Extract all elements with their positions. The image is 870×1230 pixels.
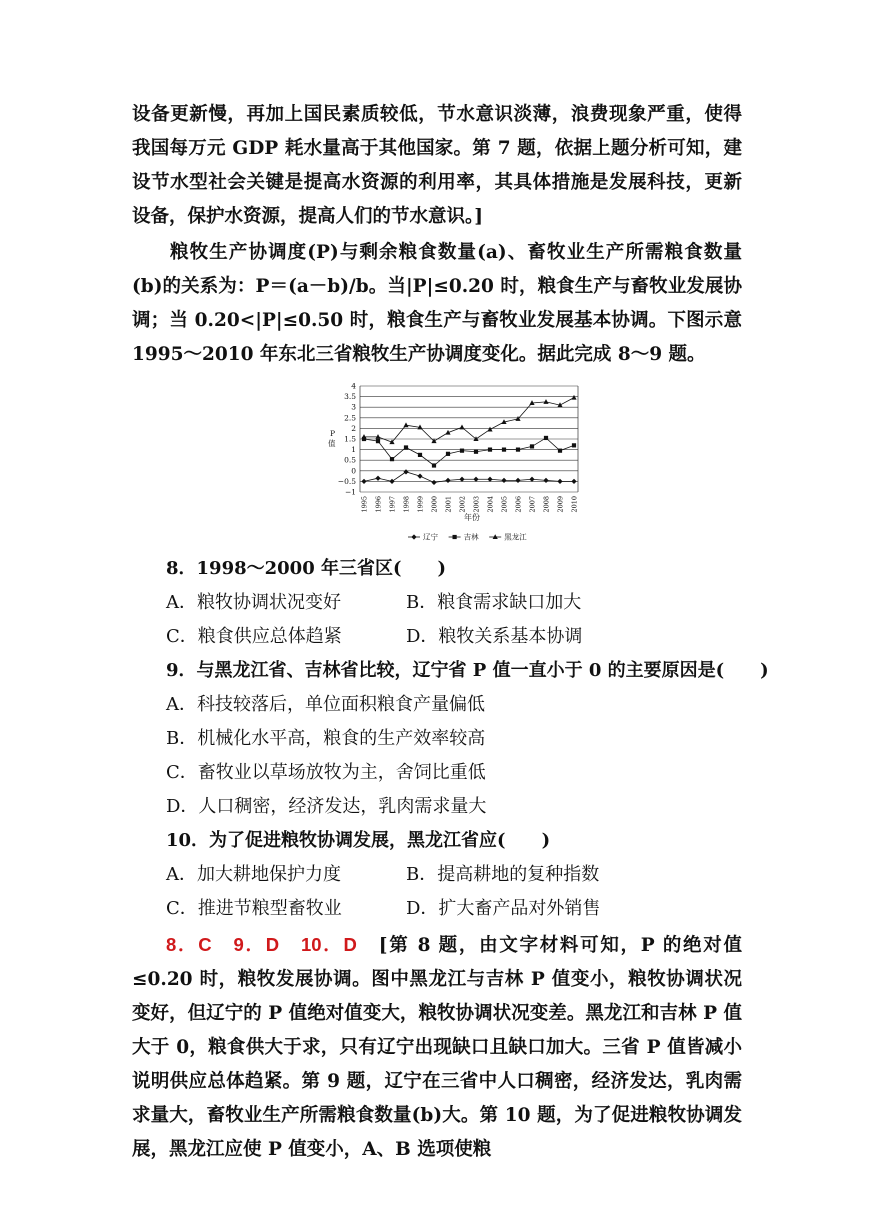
y-tick-label: 4 bbox=[351, 381, 356, 391]
data-point bbox=[376, 439, 380, 443]
data-point bbox=[501, 478, 506, 483]
data-point bbox=[459, 425, 464, 430]
data-point bbox=[389, 479, 394, 484]
y-tick-label: −0.5 bbox=[337, 476, 356, 486]
legend-label: 吉林 bbox=[463, 532, 479, 542]
question-stem-paragraph: 粮牧生产协调度(P)与剩余粮食数量(a)、畜牧业生产所需粮食数量(b)的关系为：P＝(a－b)/b。当|P|≤0.20 时，粮食生产与畜牧业发展协调；当 0.20<|P|≤0.50 时，粮食生产与畜牧业发展基本协调。下图示意 1995～2010 年东北三省粮牧生产协调度变化。据此完成 8～9 题。 bbox=[132, 242, 742, 365]
q10-option-d[interactable]: D．扩大畜产品对外销售 bbox=[406, 898, 601, 919]
series-line bbox=[364, 472, 574, 483]
data-point bbox=[473, 436, 478, 441]
x-tick-label: 1998 bbox=[402, 496, 411, 513]
chart-legend bbox=[408, 532, 527, 542]
x-tick-label: 1995 bbox=[360, 496, 369, 513]
x-tick-label: 2008 bbox=[542, 496, 551, 513]
data-point bbox=[544, 436, 548, 440]
q9-option-a[interactable]: A．科技较落后，单位面积粮食产量偏低 bbox=[166, 694, 485, 715]
x-tick-label: 2007 bbox=[528, 496, 537, 513]
legend-marker bbox=[411, 534, 416, 539]
q8-option-c[interactable]: C．粮食供应总体趋紧 bbox=[166, 626, 342, 647]
y-tick-label: 1 bbox=[351, 445, 356, 455]
x-tick-label: 1999 bbox=[416, 496, 425, 513]
data-point bbox=[571, 395, 576, 400]
x-tick-label: 1996 bbox=[374, 496, 383, 513]
legend-item bbox=[449, 532, 479, 542]
data-point bbox=[418, 453, 422, 457]
y-tick-label: −1 bbox=[344, 487, 356, 497]
q8-option-b[interactable]: B．粮食需求缺口加大 bbox=[406, 592, 582, 613]
chart-series bbox=[361, 395, 576, 485]
q10-option-b[interactable]: B．提高耕地的复种指数 bbox=[406, 864, 600, 885]
data-point bbox=[375, 476, 380, 481]
q9-option-c[interactable]: C．畜牧业以草场放牧为主，舍饲比重低 bbox=[166, 762, 486, 783]
q10-option-c[interactable]: C．推进节粮型畜牧业 bbox=[166, 898, 342, 919]
data-point bbox=[390, 457, 394, 461]
y-tick-label: 3.5 bbox=[344, 392, 356, 402]
x-tick-label: 2005 bbox=[500, 496, 509, 513]
answer-explanation bbox=[132, 928, 742, 1167]
legend-label: 黑龙江 bbox=[504, 532, 527, 542]
x-tick-label: 2009 bbox=[556, 496, 565, 513]
q10-option-a[interactable]: A．加大耕地保护力度 bbox=[166, 864, 341, 885]
data-point bbox=[474, 450, 478, 454]
x-tick-label: 1997 bbox=[388, 496, 397, 513]
series-line bbox=[364, 438, 574, 466]
data-point bbox=[404, 445, 408, 449]
data-point bbox=[460, 449, 464, 453]
data-point bbox=[361, 479, 366, 484]
y-tick-label: 0 bbox=[351, 466, 356, 476]
answer-text: [第 8 题，由文字材料可知，P 的绝对值≤0.20 时，粮牧发展协调。图中黑龙江与吉林 P 值变小，粮牧协调状况变好，但辽宁的 P 值绝对值变大，粮牧协调状况变差。黑龙江和吉林 P 值大于 0，粮食供大于求，只有辽宁出现缺口且缺口加大。三省 P 值皆减小说明供应总体趋紧。第 9 题，辽宁在三省中人口稠密，经济发达，乳肉需求量大，畜牧业生产所需粮食数量(b)大。第 10 题，为了促进粮牧协调发展，黑龙江应使 P 值变小，A、B 选项使粮 bbox=[132, 935, 742, 1160]
y-axis-label: P 值 bbox=[328, 429, 336, 448]
data-point bbox=[572, 443, 576, 447]
answer-keys: 8．C 9．D 10．D bbox=[166, 934, 357, 955]
data-point bbox=[557, 479, 562, 484]
question-9-stem: 9．与黑龙江省、吉林省比较，辽宁省 P 值一直小于 0 的主要原因是( ) bbox=[166, 660, 769, 681]
legend-label: 辽宁 bbox=[423, 532, 438, 542]
y-tick-label: 3 bbox=[351, 402, 356, 412]
x-tick-label: 2000 bbox=[430, 496, 439, 513]
p-value-line-chart bbox=[320, 378, 590, 548]
series-1 bbox=[362, 436, 576, 468]
q9-option-b[interactable]: B．机械化水平高，粮食的生产效率较高 bbox=[166, 728, 486, 749]
series-0 bbox=[361, 469, 576, 485]
data-point bbox=[543, 478, 548, 483]
x-axis-label: 年份 bbox=[464, 513, 480, 522]
x-tick-label: 2002 bbox=[458, 496, 467, 513]
data-point bbox=[431, 480, 436, 485]
data-point bbox=[487, 427, 492, 432]
y-tick-label: 0.5 bbox=[344, 455, 356, 465]
legend-marker bbox=[493, 534, 498, 539]
data-point bbox=[515, 478, 520, 483]
series-line bbox=[364, 398, 574, 443]
data-point bbox=[403, 422, 408, 427]
x-tick-label: 2004 bbox=[486, 496, 495, 513]
y-tick-label: 1.5 bbox=[344, 434, 356, 444]
data-point bbox=[516, 448, 520, 452]
data-point bbox=[530, 444, 534, 448]
data-point bbox=[446, 452, 450, 456]
y-tick-labels bbox=[338, 382, 356, 497]
x-tick-label: 2010 bbox=[570, 496, 579, 513]
q8-option-a[interactable]: A．粮牧协调状况变好 bbox=[166, 592, 341, 613]
x-tick-label: 2003 bbox=[472, 496, 481, 513]
x-tick-label: 2006 bbox=[514, 496, 523, 513]
legend-item bbox=[489, 532, 527, 542]
data-point bbox=[432, 463, 436, 467]
data-point bbox=[571, 479, 576, 484]
x-tick-label: 2001 bbox=[444, 496, 453, 513]
data-point bbox=[403, 469, 408, 474]
data-point bbox=[543, 399, 548, 404]
question-8-stem: 8．1998～2000 年三省区( ) bbox=[166, 558, 447, 579]
q8-option-d[interactable]: D．粮牧关系基本协调 bbox=[406, 626, 583, 647]
data-point bbox=[445, 478, 450, 483]
legend-item bbox=[408, 532, 438, 542]
y-tick-label: 2 bbox=[351, 423, 356, 433]
data-point bbox=[417, 474, 422, 479]
y-tick-label: 2.5 bbox=[344, 413, 356, 423]
data-point bbox=[502, 448, 506, 452]
data-point bbox=[558, 449, 562, 453]
question-10-stem: 10．为了促进粮牧协调发展，黑龙江省应( ) bbox=[166, 830, 551, 851]
intro-paragraph: 设备更新慢，再加上国民素质较低，节水意识淡薄，浪费现象严重，使得我国每万元 GDP 耗水量高于其他国家。第 7 题，依据上题分析可知，建设节水型社会关键是提高水资源的利用率，其具体措施是发展科技，更新设备，保护水资源，提高人们的节水意识。] bbox=[132, 104, 742, 227]
data-point bbox=[488, 448, 492, 452]
x-tick-labels bbox=[361, 496, 579, 513]
legend-marker bbox=[453, 535, 457, 539]
q9-option-d[interactable]: D．人口稠密，经济发达，乳肉需求量大 bbox=[166, 796, 487, 817]
